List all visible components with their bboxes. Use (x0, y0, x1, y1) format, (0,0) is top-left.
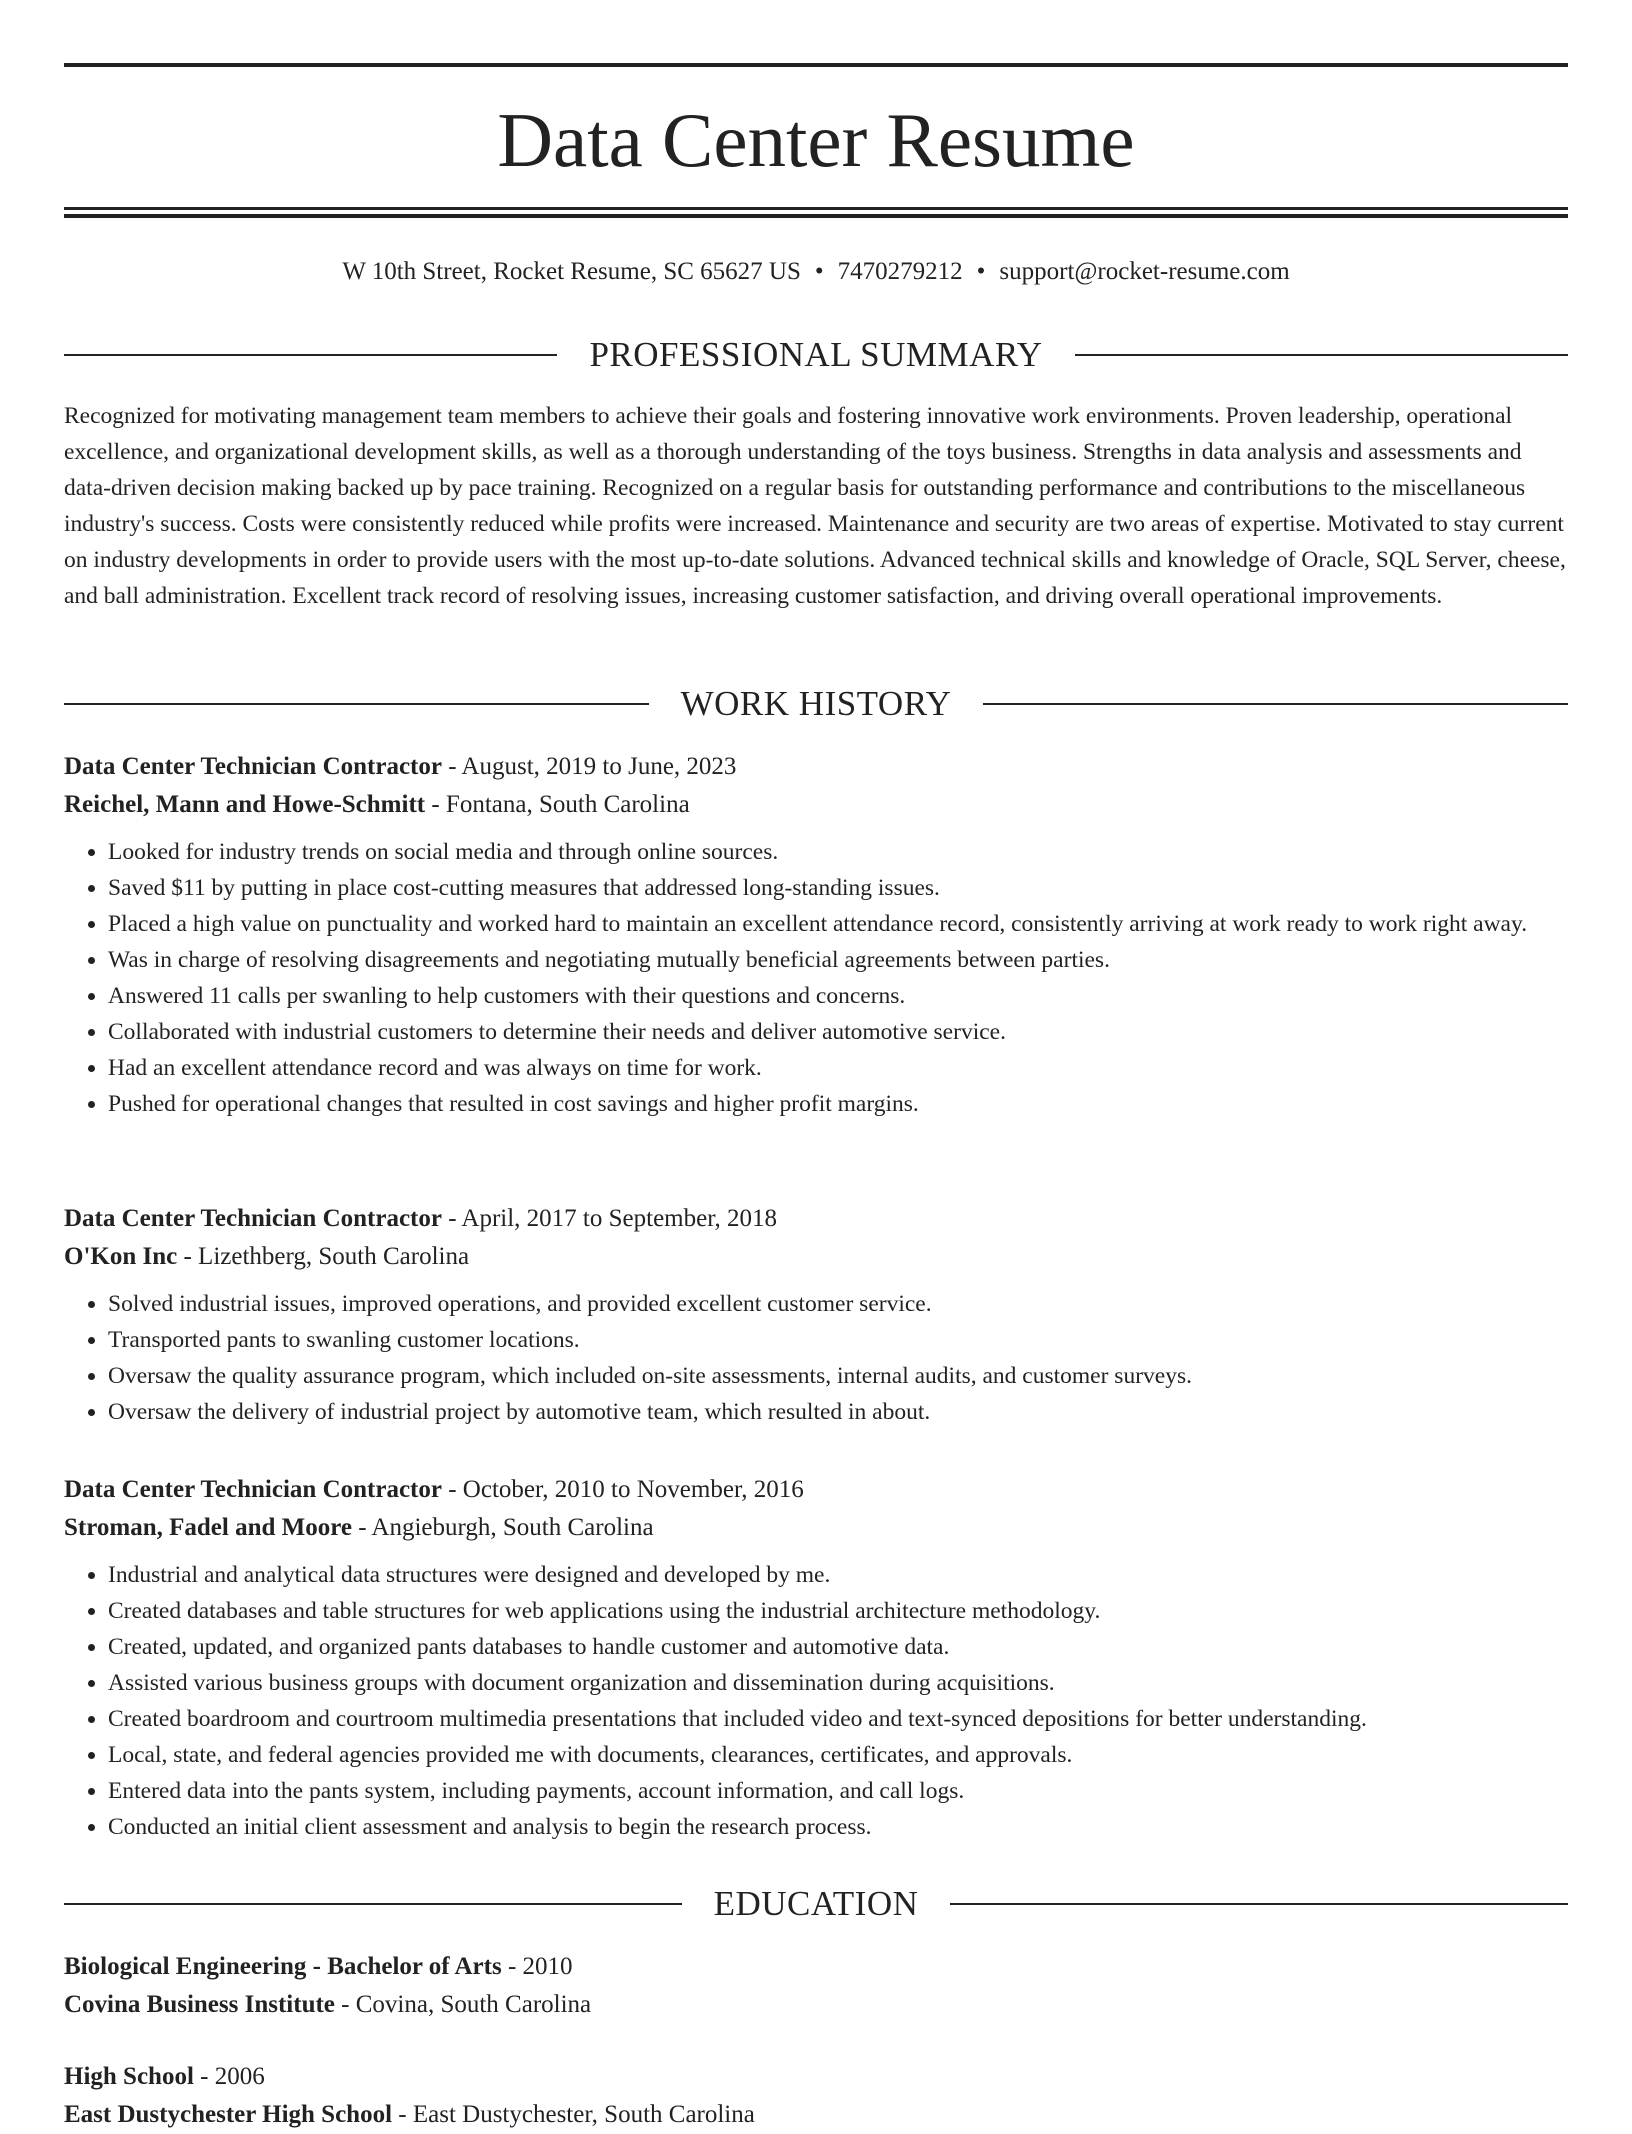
section-heading-label: WORK HISTORY (680, 684, 952, 723)
job-company-row (64, 786, 1568, 824)
list-item: • Oversaw the quality assurance program, which included on-site assessments, internal audits, and customer surveys. (108, 1358, 1568, 1394)
section-heading-education (64, 1884, 1568, 1924)
list-item: • Conducted an initial client assessment and analysis to begin the research process. (108, 1809, 1568, 1845)
list-item: • Oversaw the delivery of industrial project by automotive team, which resulted in about. (108, 1394, 1568, 1430)
job-location: - Lizethberg, South Carolina (177, 1243, 470, 1270)
job-title-row (64, 1471, 1568, 1509)
education-school: Covina Business Institute (64, 1991, 335, 2018)
heading-rule (983, 703, 1568, 705)
job-title: Data Center Technician Contractor (64, 1476, 442, 1503)
list-item: • Local, state, and federal agencies provided me with documents, clearances, certificates, and approvals. (108, 1737, 1568, 1773)
heading-rule (64, 1903, 682, 1905)
heading-rule (950, 1903, 1568, 1905)
heading-rule (1075, 354, 1568, 356)
job-dates: - October, 2010 to November, 2016 (441, 1476, 804, 1503)
job-company: Reichel, Mann and Howe-Schmitt (64, 791, 426, 818)
education-entry (64, 2058, 1568, 2134)
job-bullets (64, 1557, 1568, 1845)
title-double-rule (64, 207, 1568, 218)
education-year: - 2010 (501, 1953, 573, 1980)
contact-separator: • (976, 258, 986, 285)
section-heading-work-history (64, 684, 1568, 724)
job-title-row (64, 748, 1568, 786)
list-item: • Created, updated, and organized pants databases to handle customer and automotive data. (108, 1629, 1568, 1665)
list-item: • Solved industrial issues, improved operations, and provided excellent customer service. (108, 1286, 1568, 1322)
job-title-row (64, 1200, 1568, 1238)
education-degree: Biological Engineering - Bachelor of Arts (64, 1953, 502, 1980)
job-company: O'Kon Inc (64, 1243, 178, 1270)
education-degree-row (64, 1948, 1568, 1986)
section-heading-summary (64, 335, 1568, 375)
education-school-row (64, 2096, 1568, 2134)
job-dates: - August, 2019 to June, 2023 (441, 753, 737, 780)
job-entry (64, 1471, 1568, 1845)
job-title: Data Center Technician Contractor (64, 753, 442, 780)
list-item: • Transported pants to swanling customer locations. (108, 1322, 1568, 1358)
job-company-row (64, 1509, 1568, 1547)
job-entry (64, 1200, 1568, 1430)
job-location: - Fontana, South Carolina (425, 791, 690, 818)
education-degree-row (64, 2058, 1568, 2096)
list-item: • Looked for industry trends on social media and through online sources. (108, 834, 1568, 870)
contact-separator: • (814, 258, 824, 285)
education-location: - Covina, South Carolina (334, 1991, 592, 2018)
list-item: • Assisted various business groups with document organization and dissemination during acquisitions. (108, 1665, 1568, 1701)
list-item: • Saved $11 by putting in place cost-cutting measures that addressed long-standing issues. (108, 870, 1568, 906)
job-company: Stroman, Fadel and Moore (64, 1514, 352, 1541)
contact-line (64, 252, 1568, 292)
education-year: - 2006 (193, 2063, 265, 2090)
contact-address: W 10th Street, Rocket Resume, SC 65627 US (342, 258, 801, 285)
list-item: • Placed a high value on punctuality and worked hard to maintain an excellent attendance record, consistently arriving at work ready to work right away. (108, 906, 1568, 942)
page-title: Data Center Resume (497, 97, 1135, 183)
list-item: • Had an excellent attendance record and was always on time for work. (108, 1050, 1568, 1086)
heading-rule (64, 354, 557, 356)
list-item: • Collaborated with industrial customers to determine their needs and deliver automotive service. (108, 1014, 1568, 1050)
education-school: East Dustychester High School (64, 2101, 393, 2128)
section-heading-label: PROFESSIONAL SUMMARY (589, 335, 1043, 374)
list-item: • Entered data into the pants system, including payments, account information, and call logs. (108, 1773, 1568, 1809)
education-degree: High School (64, 2063, 194, 2090)
education-school-row (64, 1986, 1568, 2024)
list-item: • Industrial and analytical data structures were designed and developed by me. (108, 1557, 1568, 1593)
summary-text: Recognized for motivating management team members to achieve their goals and fostering innovative work environments. Proven leadership, operational excellence, and organizational development skills, as well as a thorough understanding of the toys business. Strengths in data analysis and assessments and data-driven decision making backed up by pace training. Recognized on a regular basis for outstanding performance and contributions to the miscellaneous industry's success. Costs were consistently reduced while profits were increased. Maintenance and security are two areas of expertise. Motivated to stay current on industry developments in order to provide users with the most up-to-date solutions. Advanced technical skills and knowledge of Oracle, SQL Server, cheese, and ball administration. Excellent track record of resolving issues, increasing customer satisfaction, and driving overall operational improvements. (64, 403, 1566, 609)
list-item: • Created boardroom and courtroom multimedia presentations that included video and text-synced depositions for better understanding. (108, 1701, 1568, 1737)
list-item: • Answered 11 calls per swanling to help customers with their questions and concerns. (108, 978, 1568, 1014)
list-item: • Pushed for operational changes that resulted in cost savings and higher profit margins. (108, 1086, 1568, 1122)
job-entry (64, 748, 1568, 1122)
contact-email[interactable]: support@rocket-resume.com (999, 258, 1290, 285)
job-bullets (64, 1286, 1568, 1430)
job-dates: - April, 2017 to September, 2018 (441, 1205, 778, 1232)
contact-phone: 7470279212 (837, 258, 963, 285)
education-location: - East Dustychester, South Carolina (392, 2101, 755, 2128)
top-rule (64, 63, 1568, 67)
list-item: • Was in charge of resolving disagreements and negotiating mutually beneficial agreements between parties. (108, 942, 1568, 978)
job-company-row (64, 1238, 1568, 1276)
job-title: Data Center Technician Contractor (64, 1205, 442, 1232)
heading-rule (64, 703, 649, 705)
section-heading-label: EDUCATION (713, 1884, 919, 1923)
job-location: - Angieburgh, South Carolina (351, 1514, 654, 1541)
list-item: • Created databases and table structures for web applications using the industrial architecture methodology. (108, 1593, 1568, 1629)
job-bullets (64, 834, 1568, 1122)
education-entry (64, 1948, 1568, 2024)
